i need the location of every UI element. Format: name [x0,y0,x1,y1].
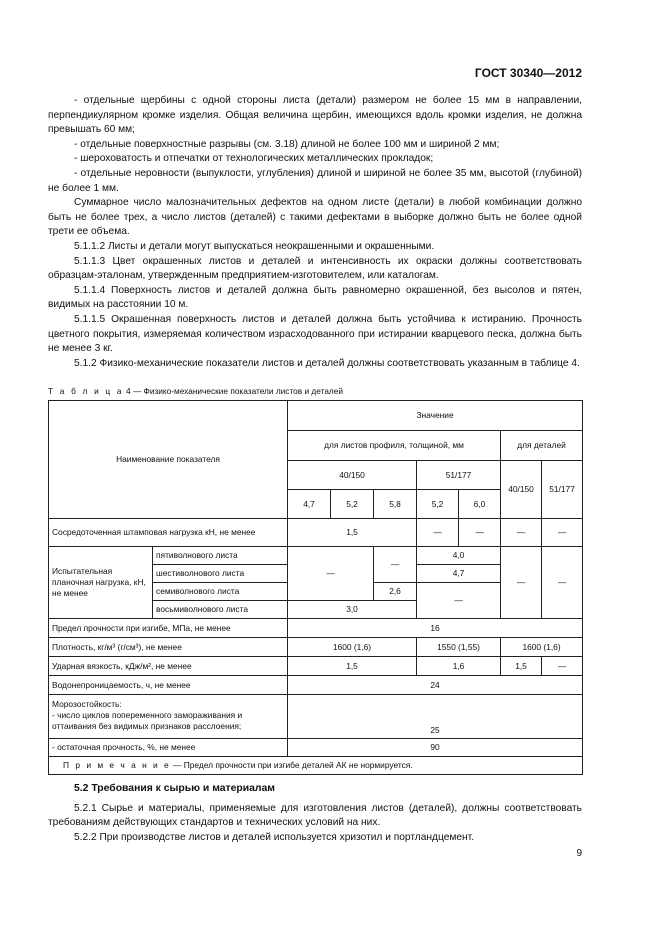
frost-label: Морозостойкость: [52,699,122,709]
properties-table [48,400,583,775]
cell-dash: — [501,519,542,547]
cell-value: 1,5 [501,657,542,676]
paragraph: 5.2.1 Сырье и материалы, применяемые для изготовления листов (деталей), должны соответствовать требованиям действующих стандартов и технических условий на них. [48,802,582,829]
section-5-2 [48,782,582,845]
cell-value: 90 [288,739,583,757]
cell-value: 24 [288,676,583,695]
detail-40-header: 40/150 [501,461,542,519]
paragraph: - отдельные поверхностные разрывы (см. 3.18) длиной не более 100 мм и шириной 2 мм; [74,138,500,150]
cell-value: 4,0 [417,547,501,565]
row-label-water: Водонепроницаемость, ч, не менее [49,676,288,695]
details-header: для деталей [501,431,583,461]
document-code: ГОСТ 30340—2012 [474,66,582,80]
paragraph: Суммарное число малозначительных дефектов на одном листе (детали) в любой комбинации должно быть не более трех, а число листов (деталей) с такими дефектами в выборке должно быть не более одной трети ее объема. [48,197,582,238]
thickness-header: 5,2 [331,490,374,519]
cell-dash: — [542,657,583,676]
cell-value: 1,5 [288,519,417,547]
detail-51-header: 51/177 [542,461,583,519]
paragraph: 5.1.1.3 Цвет окрашенных листов и деталей и интенсивность их окраски должны соответствовать образцам-эталонам, утвержденным предприятием-изготовителем, или каталогам. [48,255,582,282]
thickness-header: 6,0 [459,490,501,519]
name-column-header: Наименование показателя [49,401,288,519]
paragraph: - отдельные неровности (выпуклости, углубления) длиной и шириной не более 35 мм, высотой (глубиной) не более 1 мм. [48,167,582,194]
row-label-residual: - остаточная прочность, %, не менее [49,739,288,757]
sub-label: семиволнового листа [153,583,288,601]
paragraph: 5.1.1.4 Поверхность листов и деталей должна быть равномерно окрашенной, без высолов и пятен, видимых на расстоянии 10 м. [48,284,582,311]
thickness-header: 5,8 [374,490,417,519]
page-number: 9 [576,848,582,859]
cell-dash: — [288,547,374,601]
row-label-frost [49,695,288,739]
paragraph: 5.1.1.2 Листы и детали могут выпускаться неокрашенными и окрашенными. [74,240,435,252]
note-text: — Предел прочности при изгибе деталей АК не нормируется. [173,760,413,770]
paragraph: - шероховатость и отпечатки от технологических металлических прокладок; [74,153,434,165]
cell-dash: — [459,519,501,547]
cell-value: 4,7 [417,565,501,583]
cell-value: 2,6 [374,583,417,601]
row-label-bending: Предел прочности при изгибе, МПа, не менее [49,619,288,638]
profile-40-header: 40/150 [288,461,417,490]
cell-dash: — [417,583,501,619]
cell-value: 3,0 [288,601,417,619]
sub-label: восьмиволнового листа [153,601,288,619]
cell-value: 16 [288,619,583,638]
row-label-load: Сосредоточенная штамповая нагрузка кН, не менее [49,519,288,547]
cell-dash: — [542,547,583,619]
row-label-density: Плотность, кг/м³ (г/см³), не менее [49,638,288,657]
profile-sheets-header: для листов профиля, толщиной, мм [288,431,501,461]
cell-dash: — [374,547,417,583]
cell-value: 1,6 [417,657,501,676]
cell-value: 1,5 [288,657,417,676]
value-header: Значение [288,401,583,431]
note-label: П р и м е ч а н и е [63,760,171,770]
cell-value: 25 [288,695,583,739]
profile-51-header: 51/177 [417,461,501,490]
cell-dash: — [501,547,542,619]
frost-cycles-label: - число циклов попеременного замораживания и оттаивания без видимых признаков расслоения; [52,710,243,731]
table-caption-label: Т а б л и ц а [48,386,124,396]
paragraph: - отдельные щербины с одной стороны листа (детали) размером не более 15 мм в направлении, перпендикулярном кромке изделия. Общая величина щербин, имеющихся вдоль кромки изделия, не должна превышать 60 мм; [48,95,582,136]
table-note [49,757,583,775]
paragraph: 5.2.2 При производстве листов и деталей используется хризотил и портландцемент. [74,831,475,843]
cell-dash: — [542,519,583,547]
cell-value: 1600 (1,6) [501,638,583,657]
row-label-impact: Ударная вязкость, кДж/м², не менее [49,657,288,676]
cell-dash: — [417,519,459,547]
sub-label: шестиволнового листа [153,565,288,583]
thickness-header: 4,7 [288,490,331,519]
cell-value: 1600 (1,6) [288,638,417,657]
body-text [48,94,582,371]
section-title: 5.2 Требования к сырью и материалам [74,783,275,794]
paragraph: 5.1.2 Физико-механические показатели листов и деталей должны соответствовать указанным в таблице 4. [74,357,580,369]
paragraph: 5.1.1.5 Окрашенная поверхность листов и деталей должна быть устойчива к истиранию. Прочность цветного покрытия, измеряемая количеством израсходованного при истирании кварцевого песка, должна быть не менее 3 кг. [48,313,582,355]
table-caption-text: 4 — Физико-механические показатели листов и деталей [126,386,344,396]
cell-value: 1550 (1,55) [417,638,501,657]
row-label-test-load: Испытательная планочная нагрузка, кН, не менее [49,547,153,619]
sub-label: пятиволнового листа [153,547,288,565]
table-caption [48,386,343,396]
thickness-header: 5,2 [417,490,459,519]
